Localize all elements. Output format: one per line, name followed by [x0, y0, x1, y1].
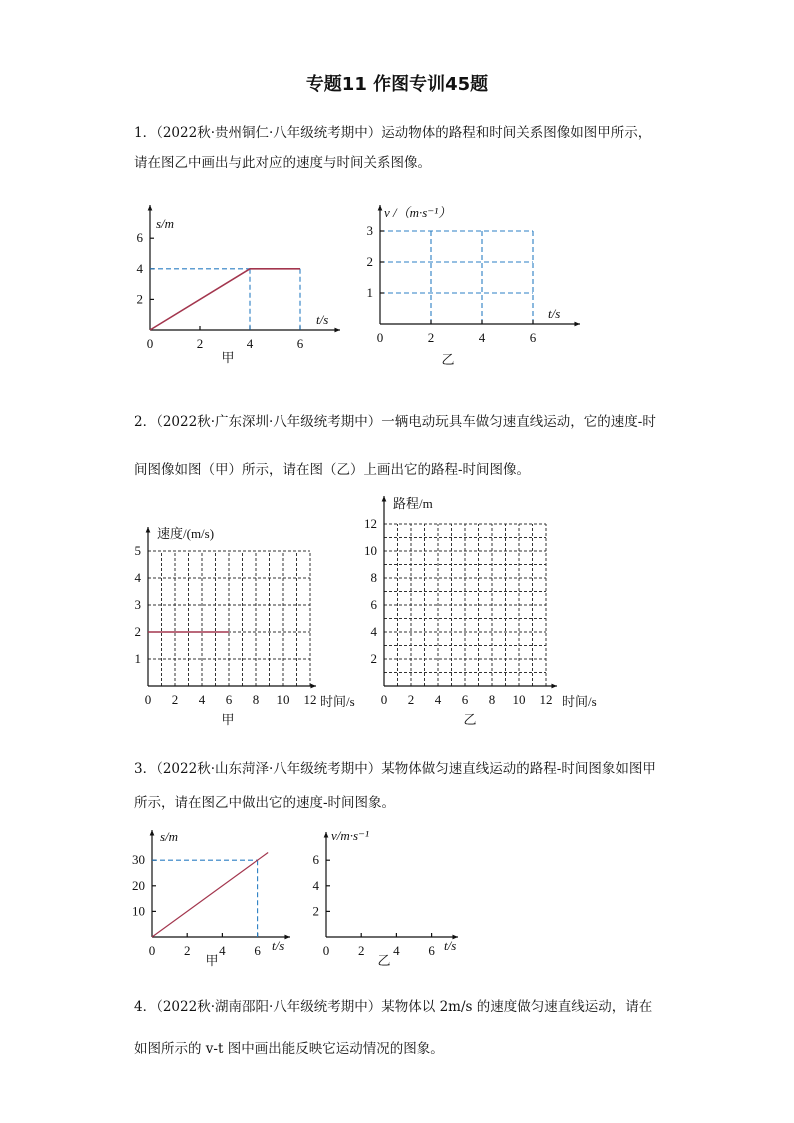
q3-jia-x-tick-label: 4 [219, 943, 226, 958]
q3-yi-y-axis-head [324, 832, 329, 838]
question-3: 3．（2022秋·山东菏泽·八年级统考期中）某物体做匀速直线运动的路程-时间图象如图甲所示，请在图乙中做出它的速度-时间图象。 [134, 761, 656, 811]
q3-yi-x-tick-label: 4 [393, 943, 400, 958]
q1-yi-y-label: v /（m·s⁻¹） [384, 205, 452, 220]
q2-yi-x-axis-head [551, 684, 557, 689]
q2-yi-y-tick-label: 10 [364, 543, 377, 558]
q2-yi-y-axis-head [382, 496, 387, 502]
q2-jia-caption: 甲 [221, 712, 235, 727]
q1-yi-y-tick-label: 1 [366, 285, 373, 300]
q3-jia-y-axis-head [150, 830, 155, 836]
q1-yi-x-tick-label: 6 [529, 330, 537, 345]
q2-yi-y-label: 路程/m [393, 496, 433, 511]
q1-jia-x-tick-label: 6 [296, 336, 304, 351]
q2-jia-y-axis-head [146, 527, 151, 533]
q1-yi-x-label: t/s [548, 306, 561, 321]
q2-jia-x-tick-label: 4 [198, 692, 206, 707]
q2-yi-x-label: 时间/s [562, 694, 597, 709]
q2-yi-x-tick-label: 10 [512, 692, 526, 707]
q3-yi-x-label: t/s [444, 938, 457, 953]
q2-yi-x-tick-label: 12 [539, 692, 553, 707]
q3-jia-x-tick-label: 2 [183, 943, 191, 958]
q3-jia-y-tick-label: 30 [132, 852, 145, 868]
q3-yi-y-label: v/m·s⁻¹ [331, 828, 369, 843]
q3-jia-caption: 甲 [205, 953, 219, 968]
q2-jia-y-label: 速度/(m/s) [157, 526, 215, 541]
q2-jia-x-tick-label: 6 [225, 692, 233, 707]
q1-jia-x-tick-label: 2 [196, 336, 204, 351]
q2-yi-y-tick-label: 8 [370, 570, 377, 585]
q2-jia-x-tick-label: 8 [252, 692, 260, 707]
q2-jia-y-tick-label: 4 [134, 570, 141, 585]
q1-yi-x-axis-head [574, 322, 580, 327]
q3-jia-series-line [152, 853, 268, 937]
q2-yi-y-tick-label: 12 [364, 516, 377, 531]
q2-jia-x-tick-label: 10 [276, 692, 290, 707]
q1-jia-caption: 甲 [221, 350, 235, 365]
q2-jia-x-label: 时间/s [320, 694, 355, 709]
question-1: 1．（2022秋·贵州铜仁·八年级统考期中）运动物体的路程和时间关系图像如图甲所示，请在图乙中画出与此对应的速度与时间关系图像。 [134, 125, 652, 171]
q1-jia-y-tick-label: 2 [136, 291, 143, 307]
q3-jia-y-tick-label: 10 [132, 903, 145, 919]
q1-jia-series-line [150, 269, 300, 330]
q1-yi-x-tick-label: 4 [478, 330, 486, 345]
q1-jia-y-tick-label: 6 [136, 230, 143, 246]
q1-yi-y-tick-label: 2 [366, 254, 373, 269]
q2-jia-y-tick-label: 2 [134, 624, 141, 639]
q3-yi-y-tick-label: 2 [312, 903, 319, 919]
q1-jia-x-tick-label: 4 [246, 336, 254, 351]
q2-yi-y-tick-label: 2 [370, 651, 377, 666]
q3-jia-y-tick-label: 20 [132, 877, 145, 893]
question-4: 4．（2022秋·湖南邵阳·八年级统考期中）某物体以 2m/s 的速度做匀速直线运动，请在如图所示的 v-t 图中画出能反映它运动情况的图象。 [134, 999, 653, 1057]
q2-yi-x-tick-label: 4 [434, 692, 442, 707]
q2-jia-x-axis-head [310, 684, 316, 689]
q1-jia-x-tick-label: 0 [146, 336, 154, 351]
q2-jia-x-tick-label: 0 [144, 692, 152, 707]
q2-jia-x-tick-label: 12 [303, 692, 317, 707]
q2-jia-y-tick-label: 1 [134, 651, 141, 666]
q3-jia-x-axis-head [284, 935, 290, 940]
q3-yi-x-tick-label: 6 [428, 943, 435, 958]
q2-yi-x-tick-label: 6 [461, 692, 469, 707]
q1-yi-y-tick-label: 3 [366, 223, 373, 238]
q2-yi-y-tick-label: 6 [370, 597, 377, 612]
q3-yi-caption: 乙 [377, 953, 391, 968]
q2-yi-x-tick-label: 0 [380, 692, 388, 707]
q1-jia-x-axis-head [334, 328, 340, 333]
q3-jia-x-label: t/s [272, 938, 285, 953]
q2-yi-caption: 乙 [463, 712, 477, 727]
q3-yi-x-tick-label: 0 [322, 943, 330, 958]
question-2: 2．（2022秋·广东深圳·八年级统考期中）一辆电动玩具车做匀速直线运动，它的速度-时间图像如图（甲）所示，请在图（乙）上画出它的路程-时间图像。 [134, 414, 656, 478]
page-title: 专题11 作图专训45题 [305, 74, 489, 95]
q1-jia-y-label: s/m [156, 216, 175, 231]
q3-jia-x-tick-label: 6 [254, 943, 261, 958]
q2-yi-x-tick-label: 2 [407, 692, 415, 707]
q2-jia-y-tick-label: 3 [134, 597, 141, 612]
q2-jia-y-tick-label: 5 [134, 543, 141, 558]
q1-yi-y-axis-head [378, 205, 383, 211]
q2-yi-y-tick-label: 4 [370, 624, 377, 639]
q1-yi-caption: 乙 [441, 352, 455, 367]
q3-yi-y-tick-label: 6 [312, 852, 319, 868]
q1-yi-x-tick-label: 0 [376, 330, 384, 345]
q2-yi-x-tick-label: 8 [488, 692, 496, 707]
q1-jia-x-label: t/s [316, 312, 329, 327]
q3-jia-y-label: s/m [160, 829, 179, 844]
q1-jia-y-axis-head [148, 205, 153, 211]
q3-yi-x-tick-label: 2 [357, 943, 365, 958]
q3-yi-y-tick-label: 4 [312, 877, 319, 893]
q3-jia-x-tick-label: 0 [148, 943, 156, 958]
q1-jia-y-tick-label: 4 [136, 260, 143, 276]
q2-jia-x-tick-label: 2 [171, 692, 179, 707]
q1-yi-x-tick-label: 2 [427, 330, 435, 345]
